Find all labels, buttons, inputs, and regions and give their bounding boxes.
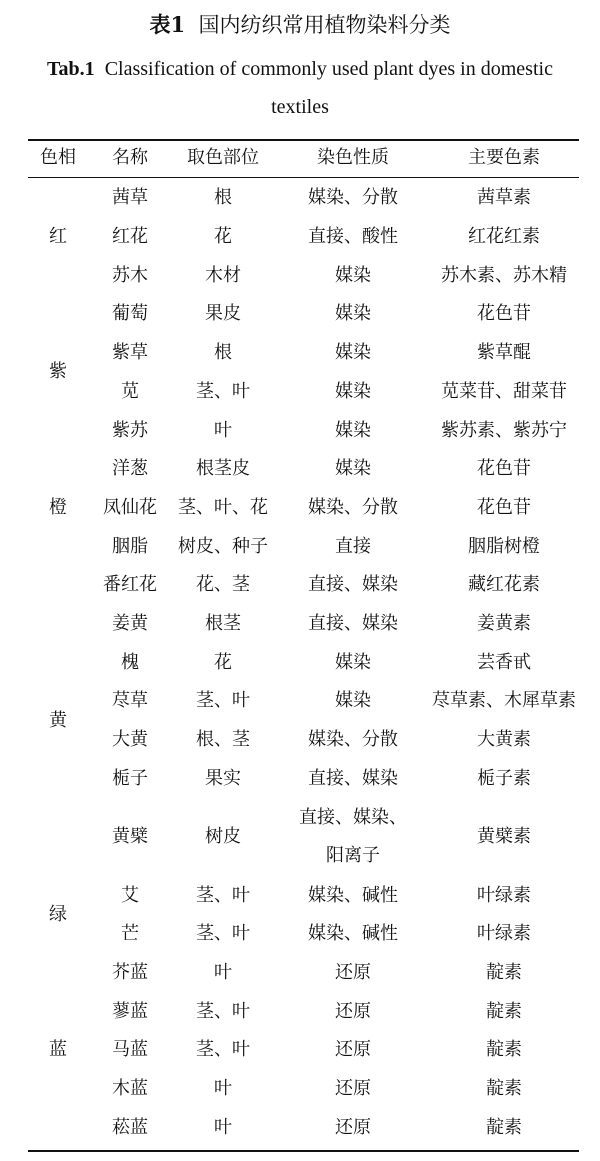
cell-property: 媒染、碱性 — [308, 884, 398, 906]
cell-property: 还原 — [335, 1116, 371, 1138]
table-header-rule — [28, 177, 579, 178]
cell-part: 根茎 — [205, 613, 241, 635]
cell-part: 花 — [214, 226, 232, 248]
cell-property: 直接 — [335, 535, 371, 557]
cell-name: 紫草 — [112, 342, 148, 364]
cell-pigment: 花色苷 — [477, 458, 531, 480]
cell-property: 直接、媒染、阳离子 — [299, 807, 407, 867]
cell-name: 马蓝 — [112, 1039, 148, 1061]
cell-property: 媒染 — [335, 690, 371, 712]
cell-pigment: 苋菜苷、甜菜苷 — [441, 380, 567, 402]
cell-pigment: 茜草素 — [477, 187, 531, 209]
cell-property: 还原 — [335, 961, 371, 983]
cell-name: 茜草 — [112, 187, 148, 209]
cell-name: 蓼蓝 — [112, 1000, 148, 1022]
cell-hue: 黄 — [49, 710, 67, 732]
cell-name: 芒 — [121, 923, 139, 945]
cell-pigment: 靛素 — [486, 1039, 522, 1061]
cell-property: 媒染 — [335, 458, 371, 480]
cell-part: 叶 — [214, 961, 232, 983]
cell-name: 洋葱 — [112, 458, 148, 480]
column-header: 染色性质 — [317, 147, 389, 168]
cell-property: 还原 — [335, 1078, 371, 1100]
cell-property: 媒染、碱性 — [308, 923, 398, 945]
cell-name: 栀子 — [112, 767, 148, 789]
cell-part: 叶 — [214, 1078, 232, 1100]
cell-property: 还原 — [335, 1000, 371, 1022]
cell-name: 菘蓝 — [112, 1116, 148, 1138]
cell-pigment: 靛素 — [486, 1078, 522, 1100]
cell-pigment: 红花红素 — [468, 226, 540, 248]
cell-pigment: 荩草素、木犀草素 — [432, 690, 576, 712]
cell-name: 芥蓝 — [112, 961, 148, 983]
column-header: 取色部位 — [187, 147, 259, 168]
cell-pigment: 栀子素 — [477, 767, 531, 789]
cell-name: 胭脂 — [112, 535, 148, 557]
cell-part: 茎、叶 — [196, 690, 250, 712]
cell-pigment: 靛素 — [486, 1116, 522, 1138]
cell-part: 木材 — [205, 264, 241, 286]
cell-part: 茎、叶 — [196, 923, 250, 945]
cell-property: 直接、媒染 — [308, 613, 398, 635]
cell-part: 根、茎 — [196, 729, 250, 751]
cell-part: 根 — [214, 342, 232, 364]
cell-name: 荩草 — [112, 690, 148, 712]
cell-part: 根 — [214, 187, 232, 209]
cell-pigment: 紫草醌 — [477, 342, 531, 364]
cell-name: 苏木 — [112, 264, 148, 286]
cell-name: 艾 — [121, 884, 139, 906]
cell-pigment: 叶绿素 — [477, 923, 531, 945]
cell-part: 果皮 — [205, 303, 241, 325]
cell-property: 还原 — [335, 1039, 371, 1061]
cell-property: 直接、酸性 — [308, 226, 398, 248]
table-bottom-rule — [28, 1150, 579, 1152]
cell-pigment: 苏木素、苏木精 — [441, 264, 567, 286]
cell-property: 媒染 — [335, 380, 371, 402]
cell-part: 茎、叶 — [196, 380, 250, 402]
cell-part: 花 — [214, 651, 232, 673]
cell-pigment: 黄檗素 — [477, 826, 531, 848]
cell-property: 媒染 — [335, 303, 371, 325]
cell-part: 叶 — [214, 419, 232, 441]
cell-name: 槐 — [121, 651, 139, 673]
cell-hue: 橙 — [49, 496, 67, 518]
cell-pigment: 花色苷 — [477, 496, 531, 518]
table-caption-en — [20, 50, 580, 126]
cell-name: 木蓝 — [112, 1078, 148, 1100]
cell-part: 茎、叶、花 — [178, 496, 268, 518]
cell-hue: 绿 — [49, 903, 67, 925]
cell-property: 媒染、分散 — [308, 496, 398, 518]
cell-name: 红花 — [112, 226, 148, 248]
cell-name: 番红花 — [103, 574, 157, 596]
cell-pigment: 藏红花素 — [468, 574, 540, 596]
cell-property: 直接、媒染 — [308, 767, 398, 789]
cell-property: 媒染 — [335, 651, 371, 673]
cell-name: 苋 — [121, 380, 139, 402]
cell-property: 媒染、分散 — [308, 729, 398, 751]
cell-hue: 紫 — [49, 361, 67, 383]
cell-pigment: 大黄素 — [477, 729, 531, 751]
cell-hue: 蓝 — [49, 1039, 67, 1061]
cell-part: 茎、叶 — [196, 1000, 250, 1022]
column-header: 色相 — [40, 147, 76, 168]
cell-part: 根茎皮 — [196, 458, 250, 480]
cell-name: 凤仙花 — [103, 496, 157, 518]
cell-property: 媒染 — [335, 264, 371, 286]
cell-hue: 红 — [49, 226, 67, 248]
cell-name: 姜黄 — [112, 613, 148, 635]
cell-property: 媒染 — [335, 342, 371, 364]
cell-property: 媒染 — [335, 419, 371, 441]
cell-part: 叶 — [214, 1116, 232, 1138]
cell-pigment: 花色苷 — [477, 303, 531, 325]
cell-part: 树皮 — [205, 826, 241, 848]
table-label-en: Tab.1 — [47, 58, 95, 80]
cell-pigment: 靛素 — [486, 961, 522, 983]
cell-name: 葡萄 — [112, 303, 148, 325]
column-header: 主要色素 — [468, 147, 540, 168]
table-label-cn: 表1 — [149, 12, 186, 37]
cell-pigment: 紫苏素、紫苏宁 — [441, 419, 567, 441]
cell-part: 花、茎 — [196, 574, 250, 596]
cell-part: 果实 — [205, 767, 241, 789]
table-caption-cn — [0, 8, 600, 42]
cell-name: 黄檗 — [112, 826, 148, 848]
cell-name: 大黄 — [112, 729, 148, 751]
cell-property: 媒染、分散 — [308, 187, 398, 209]
cell-pigment: 胭脂树橙 — [468, 535, 540, 557]
column-header: 名称 — [112, 147, 148, 168]
cell-property: 直接、媒染 — [308, 574, 398, 596]
table-title-en: Classification of commonly used plant dyes in domestic textiles — [104, 58, 553, 118]
cell-pigment: 靛素 — [486, 1000, 522, 1022]
cell-pigment: 叶绿素 — [477, 884, 531, 906]
cell-pigment: 姜黄素 — [477, 613, 531, 635]
cell-part: 树皮、种子 — [178, 535, 268, 557]
cell-part: 茎、叶 — [196, 884, 250, 906]
cell-part: 茎、叶 — [196, 1039, 250, 1061]
cell-name: 紫苏 — [112, 419, 148, 441]
table-title-cn: 国内纺织常用植物染料分类 — [198, 13, 451, 37]
cell-pigment: 芸香甙 — [477, 651, 531, 673]
